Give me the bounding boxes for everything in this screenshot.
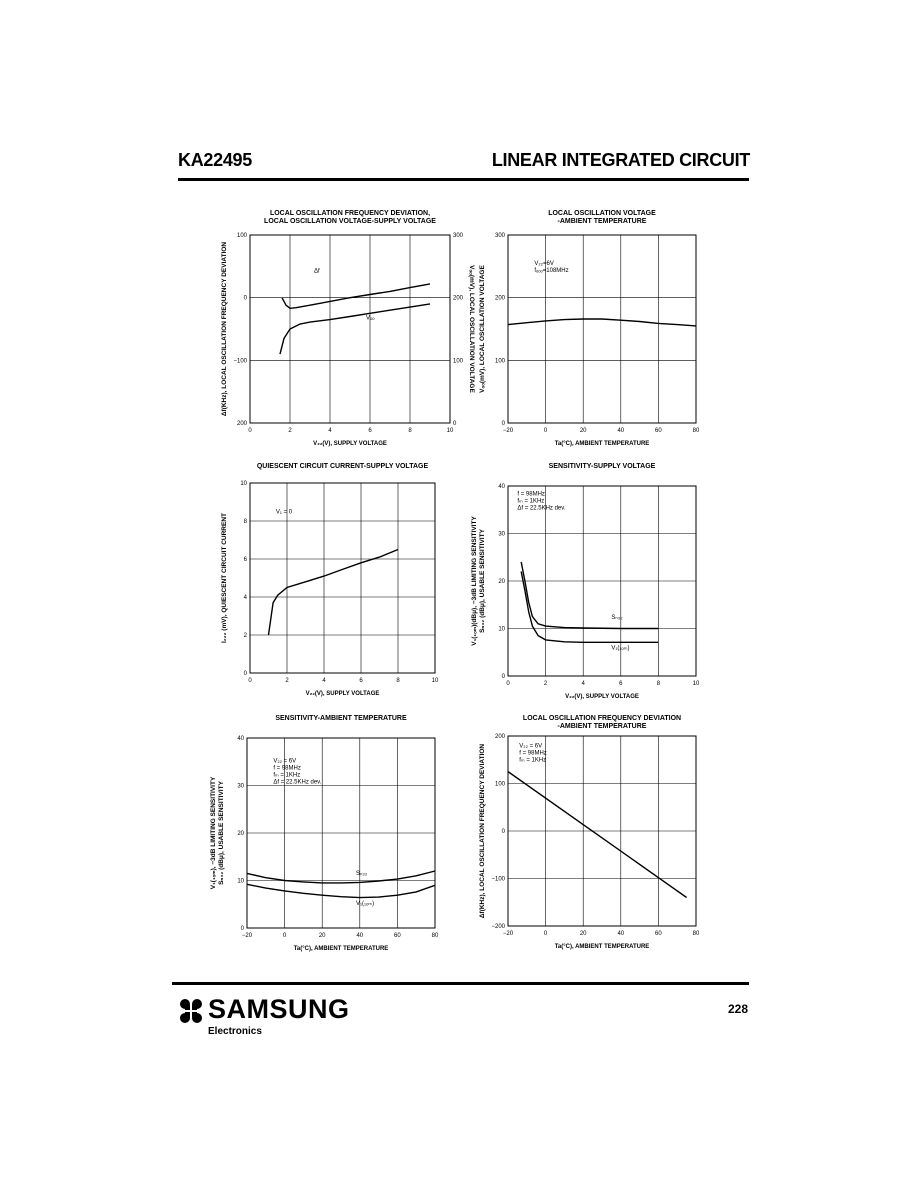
y-tick-label: 300 xyxy=(494,233,505,239)
y-tick-label: −100 xyxy=(233,358,247,365)
header-rule xyxy=(178,178,749,181)
series-line xyxy=(521,562,658,629)
series-line xyxy=(247,884,435,897)
y-tick-label: −200 xyxy=(491,924,505,930)
y-tick-label: 100 xyxy=(494,781,505,788)
condition-text: f = 98MHz xyxy=(519,750,547,757)
x-tick-label: 0 xyxy=(248,428,252,434)
x-tick-label: 60 xyxy=(394,933,401,939)
x-tick-label: 2 xyxy=(285,678,289,684)
y-tick-label: 100 xyxy=(236,233,247,239)
y-tick-label: 8 xyxy=(243,519,247,525)
chart-title-line: LOCAL OSCILLATION VOLTAGE xyxy=(548,210,656,217)
y-tick-label: 0 xyxy=(243,671,247,677)
x-tick-label: 6 xyxy=(619,681,623,687)
x-tick-label: 80 xyxy=(431,933,439,939)
curve-label: Sₙ₃₂ xyxy=(356,870,368,877)
plot-frame xyxy=(250,235,450,423)
chart-freq-dev-vs-temperature xyxy=(470,710,720,960)
chart-quiescent-current-vs-supply xyxy=(215,458,465,708)
series-line xyxy=(521,572,658,643)
page-number: 228 xyxy=(727,1002,748,1016)
condition-text: V₁ = 0 xyxy=(275,509,293,516)
condition-text: f = 98MHz xyxy=(517,491,545,498)
y-axis-label: Δf(KHz), LOCAL OSCILLATION FREQUENCY DEVIATION xyxy=(479,743,486,919)
condition-text: fₒₒₒ=108MHz xyxy=(534,268,569,275)
chart-freq-dev-osc-voltage-vs-supply xyxy=(215,205,475,455)
y-tick-label: 200 xyxy=(494,734,505,740)
y-tick-label: 20 xyxy=(498,579,505,585)
y-tick-label: 0 xyxy=(501,421,505,427)
y2-tick-label: 300 xyxy=(453,233,464,239)
x-tick-label: 0 xyxy=(282,933,287,939)
x-tick-label: 20 xyxy=(579,931,587,937)
series-line xyxy=(247,871,435,883)
x-tick-label: 4 xyxy=(328,428,332,434)
y-axis-label: Sₙ₃₂ (dBμ), USABLE SENSITIVITY xyxy=(479,529,486,633)
x-axis-label: Ta(°C), AMBIENT TEMPERATURE xyxy=(554,441,650,447)
x-tick-label: 0 xyxy=(248,678,252,684)
condition-text: Δf = 22.5KHz dev. xyxy=(517,505,566,512)
y-tick-label: 40 xyxy=(498,484,505,490)
y2-tick-label: 0 xyxy=(453,421,457,427)
footer-rule xyxy=(172,982,749,985)
condition-text: V₂₂=6V xyxy=(534,261,554,268)
chart-title-line: LOCAL OSCILLATION FREQUENCY DEVIATION, xyxy=(269,210,431,217)
y-tick-label: 40 xyxy=(237,736,244,742)
y-tick-label: 0 xyxy=(243,295,247,302)
x-axis-label: V₂₂(V), SUPPLY VOLTAGE xyxy=(313,441,387,447)
document-title: LINEAR INTEGRATED CIRCUIT xyxy=(491,150,750,170)
y-axis-label: V₁(₁ₒₘ)(dBμ), −3dB LIMITING SENSITIVITY xyxy=(471,516,478,646)
x-tick-label: 6 xyxy=(368,428,372,434)
x-tick-label: 2 xyxy=(543,681,548,687)
y-tick-label: 20 xyxy=(237,831,244,837)
curve-label: Vₒₒ xyxy=(366,315,375,322)
y-tick-label: 0 xyxy=(501,674,505,680)
x-tick-label: 0 xyxy=(543,931,548,937)
y-tick-label: 10 xyxy=(240,481,247,487)
x-tick-label: 60 xyxy=(655,931,662,937)
y2-axis-label: Vₒₒ(mV), LOCAL OSCILLATION VOLTAGE xyxy=(468,265,475,393)
x-tick-label: 6 xyxy=(359,678,363,684)
condition-text: fₘ = 1KHz xyxy=(517,498,545,505)
y-tick-label: 10 xyxy=(498,626,505,633)
x-tick-label: −20 xyxy=(241,933,253,939)
curve-label: V₁(₁ₒₘ) xyxy=(611,645,630,652)
condition-text: fₘ = 1KHz xyxy=(273,772,301,779)
chart-title-line: SENSITIVITY-SUPPLY VOLTAGE xyxy=(548,463,656,470)
y-axis-label: Sₙ₃₂ (dBμ), USABLE SENSITIVITY xyxy=(218,781,225,885)
chart-sensitivity-vs-temperature xyxy=(205,710,465,960)
x-tick-label: 80 xyxy=(692,428,700,434)
x-axis-label: Ta(°C), AMBIENT TEMPERATURE xyxy=(554,944,650,950)
condition-text: V₂₂ = 6V xyxy=(273,758,297,765)
chart-title-line: -AMBIENT TEMPERATURE xyxy=(557,218,647,225)
chart-osc-voltage-vs-temperature xyxy=(470,205,720,455)
y-tick-label: 6 xyxy=(243,557,247,563)
x-tick-label: 10 xyxy=(446,428,454,434)
x-tick-label: 60 xyxy=(655,428,662,434)
x-tick-label: 40 xyxy=(617,931,625,937)
y2-tick-label: 200 xyxy=(453,295,464,302)
x-tick-label: 2 xyxy=(288,428,292,434)
x-tick-label: 0 xyxy=(543,428,548,434)
x-tick-label: 40 xyxy=(356,933,364,939)
x-axis-label: V₂₂(V), SUPPLY VOLTAGE xyxy=(305,691,380,697)
y-tick-label: 2 xyxy=(243,633,247,639)
y-tick-label: 100 xyxy=(494,358,505,365)
x-tick-label: 0 xyxy=(506,681,510,687)
chart-title-line: SENSITIVITY-AMBIENT TEMPERATURE xyxy=(275,715,407,722)
chart-title-line: LOCAL OSCILLATION FREQUENCY DEVIATION xyxy=(522,715,682,722)
samsung-logo-icon xyxy=(176,996,206,1026)
curve-label: Δf xyxy=(314,268,320,275)
y-axis-label: V₁(₁ₒₘ), −3dB LIMITING SENSITIVITY xyxy=(210,776,217,890)
y-tick-label: 0 xyxy=(240,926,244,932)
y-axis-label: I₂₂₂ (mV), QUIESCENT CIRCUIT CURRENT xyxy=(221,513,228,643)
x-tick-label: 10 xyxy=(431,678,439,684)
y-tick-label: 30 xyxy=(237,783,244,790)
x-tick-label: 80 xyxy=(692,931,700,937)
series-line xyxy=(282,284,430,308)
x-tick-label: 8 xyxy=(396,678,400,684)
y-tick-label: −100 xyxy=(491,876,505,883)
chart-title-line: QUIESCENT CIRCUIT CURRENT-SUPPLY VOLTAGE xyxy=(256,463,429,470)
x-axis-label: Ta(°C), AMBIENT TEMPERATURE xyxy=(293,946,389,952)
condition-text: f = 98MHz xyxy=(273,765,301,772)
series-line xyxy=(508,319,696,326)
y-tick-label: 0 xyxy=(501,829,505,835)
chart-title-line: LOCAL OSCILLATION VOLTAGE-SUPPLY VOLTAGE xyxy=(264,218,436,225)
x-tick-label: 4 xyxy=(581,681,585,687)
x-tick-label: −20 xyxy=(502,428,514,434)
brand-name: SAMSUNG xyxy=(208,994,350,1024)
y-tick-label: 4 xyxy=(243,595,247,601)
y-tick-label: 30 xyxy=(498,531,505,538)
y-axis-label: Vₒₒ(mV), LOCAL OSCILLATION VOLTAGE xyxy=(479,265,486,393)
x-tick-label: 20 xyxy=(318,933,326,939)
x-tick-label: 10 xyxy=(692,681,700,687)
x-tick-label: 4 xyxy=(322,678,326,684)
condition-text: V₂₂ = 6V xyxy=(519,743,543,750)
chart-sensitivity-vs-supply xyxy=(470,458,720,708)
x-tick-label: −20 xyxy=(502,931,514,937)
y-tick-label: 200 xyxy=(236,421,247,427)
y-axis-label: Δf(KHz), LOCAL OSCILLATION FREQUENCY DEVIATION xyxy=(221,241,228,417)
condition-text: Δf = 22.5KHz dev. xyxy=(273,779,322,786)
condition-text: fₘ = 1KHz xyxy=(519,757,547,764)
x-tick-label: 20 xyxy=(579,428,587,434)
series-line xyxy=(280,304,430,354)
y2-tick-label: 100 xyxy=(453,358,464,365)
curve-label: V₁(₁ₒₘ) xyxy=(356,901,375,908)
y-tick-label: 200 xyxy=(494,295,505,302)
chart-title-line: -AMBIENT TEMPERATURE xyxy=(557,723,647,730)
brand-sub: Electronics xyxy=(208,1026,262,1037)
y-tick-label: 10 xyxy=(237,878,244,885)
part-number: KA22495 xyxy=(178,150,252,170)
x-tick-label: 40 xyxy=(617,428,625,434)
curve-label: Sₙ₃₂ xyxy=(611,615,623,621)
x-tick-label: 8 xyxy=(408,428,412,434)
x-axis-label: V₂₂(V), SUPPLY VOLTAGE xyxy=(565,694,639,700)
x-tick-label: 8 xyxy=(656,681,661,687)
series-line xyxy=(269,550,399,636)
